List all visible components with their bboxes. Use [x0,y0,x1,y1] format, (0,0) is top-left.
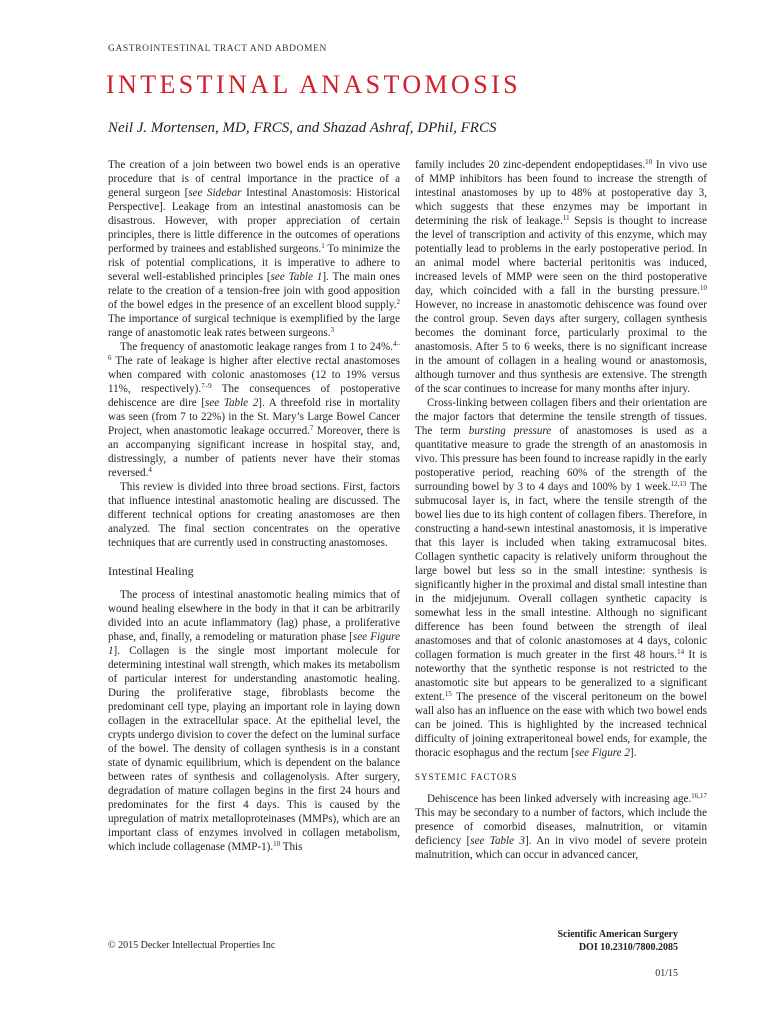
article-title: INTESTINAL ANASTOMOSIS [106,70,521,99]
paragraph: This review is divided into three broad sections. First, factors that influence intestinal anastomotic healing are discussed. The different technical options for creating anastomoses are then analyzed. The final section concentrates on the operative techniques that are currently used in constructing anastomoses. [108,481,400,549]
right-column [415,158,707,862]
authors: Neil J. Mortensen, MD, FRCS, and Shazad Ashraf, DPhil, FRCS [108,120,497,136]
subsection-heading: SYSTEMIC FACTORS [415,772,518,782]
journal-info [557,928,678,954]
journal-name: Scientific American Surgery [557,929,678,940]
page-number: 01/15 [655,968,678,979]
section-label: GASTROINTESTINAL TRACT AND ABDOMEN [108,44,327,54]
paragraph: Cross-linking between collagen fibers and their orientation are the major factors that determine the tensile strength of tissues. The term bursting pressure of anastomoses is used as a quantitative measure to grade the strength of an anastomosis in vivo. This pressure has been found to increase rapidly in the early postoperative period, reaching 60% of the strength of the surrounding bowel by 3 to 4 days and 100% by 1 week.$^{12,13}$ The submucosal layer is, in fact, where the tensile strength of the bowel lies due to its high content of collagen fibers. Therefore, in constructing a hand-sewn intestinal anastomosis, it is imperative that this layer is included when taking extramucosal bites. Collagen synthetic capacity is relatively uniform throughout the large bowel but less so in the small intestine: synthesis is significantly higher in the proximal and distal small intestine than in the midjejunum. Overall collagen synthetic capacity is somewhat less in the small intestine. Although no significant difference has been found between the strength of ileal anastomoses and that of colonic anastomoses at 4 days, colonic collagen formation is much greater in the first 48 hours.$^{14}$ It is noteworthy that the synthetic response is not restricted to the anastomotic site but appears to be generalized to a significant extent.$^{15}$ The presence of the visceral peritoneum on the bowel wall also has an influence on the ease with which two bowel ends can be joined. This is highlighted by the increased technical difficulty of joining extraperitoneal bowel ends, for example, the thoracic esophagus and the rectum [see Figure 2]. [415,397,708,759]
paragraph: Dehiscence has been linked adversely with increasing age.$^{16,17}$ This may be secondary to a number of factors, which include the presence of comorbid diseases, malnutrition, or vitamin deficiency [see Table 3]. An in vivo model of severe protein malnutrition, which can occur in advanced cancer, [415,792,708,861]
paragraph: The process of intestinal anastomotic healing mimics that of wound healing elsewhere in the body in that it can be arbitrarily divided into an acute inflammatory (lag) phase, a proliferative phase, and, finally, a remodeling or maturation phase [see Figure 1]. Collagen is the single most important molecule for determining intestinal wall strength, which makes its metabolism of particular interest for understanding anastomotic healing. During the proliferative stage, fibroblasts become the predominant cell type, playing an important role in laying down collagen in the extracellular space. At the epithelial level, the crypts undergo division to cover the defect on the luminal surface of the bowel. The density of collagen synthesis is in a constant state of dynamic equilibrium, which is dependent on the balance between rates of synthesis and collagenolysis. After surgery, degradation of mature collagen begins in the first 24 hours and predominates for the first 4 days. This is caused by the upregulation of matrix metalloproteinases (MMPs), which are an important class of enzymes involved in collagen metabolism, which include collagenase (MMP-1).$^{10}$ This [108,589,400,853]
paragraph: The frequency of anastomotic leakage ranges from 1 to 24%.$^{4-6}$ The rate of leakage is higher after elective rectal anastomoses when compared with colonic anastomoses (12 to 19% versus 11%, respectively).$^{7-9}$ The consequences of postoperative dehiscence are dire [see Table 2]. A threefold rise in mortality was seen (from 7 to 22%) in the St. Mary’s Large Bowel Cancer Project, when anastomotic leakage occurred.$^7$ Moreover, there is an accompanying significant increase in hospital stay, and, distressingly, a number of patients never have their stomas reversed.$^4$ [108,340,400,479]
doi: DOI 10.2310/7800.2085 [578,942,678,953]
paragraph: The creation of a join between two bowel ends is an operative procedure that is of central importance in the practice of a general surgeon [see Sidebar Intestinal Anastomosis: Historical Perspective]. Leakage from an intestinal anastomosis can be disastrous. However, with proper appreciation of certain principles, there is little difference in the outcomes of operations performed by trainees and established surgeons.$^1$ To minimize the risk of potential complications, it is imperative to adhere to several well-established principles [see Table 1]. The main ones relate to the creation of a tension-free join with good apposition of the bowel edges in the presence of an excellent blood supply.$^2$ The importance of surgical technique is exemplified by the large range of anastomotic leak rates between surgeons.$^3$ [108,159,401,339]
section-heading: Intestinal Healing [108,564,194,578]
paragraph: family includes 20 zinc-dependent endopeptidases.$^{10}$ In vivo use of MMP inhibitors has been found to increase the strength of intestinal anastomoses by up to 48% at postoperative day 3, which suggests that these enzymes may be important in determining the risk of leakage.$^{11}$ Sepsis is thought to increase the level of transcription and activity of this enzyme, which may potentially lead to problems in the early postoperative period. In an animal model where bacterial peritonitis was induced, increased levels of MMP were seen on the third postoperative day, which coincided with a fall in the bursting pressure.$^{10}$ However, no increase in anastomotic dehiscence was found over the control group. Seven days after surgery, collagen synthesis becomes the dominant force, particularly proximal to the anastomosis. After 5 to 6 weeks, there is no significant increase in the amount of collagen in a healing wound or anastomosis, although turnover and thus synthesis are extensive. The strength of the scar continues to increase for many months after injury. [415,158,708,395]
left-column [108,158,400,854]
copyright: © 2015 Decker Intellectual Properties Inc [108,940,276,951]
